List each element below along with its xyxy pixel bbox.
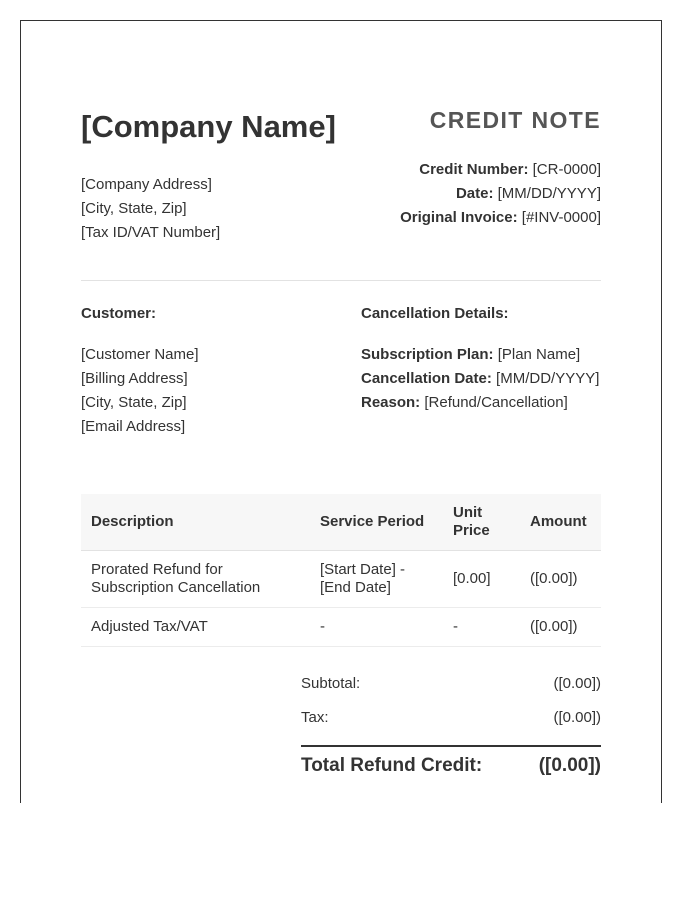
customer-heading: Customer: bbox=[81, 305, 157, 322]
customer-billing-address: [Billing Address] bbox=[81, 370, 188, 387]
reason-line bbox=[361, 391, 606, 415]
original-invoice-label: Original Invoice: bbox=[400, 209, 518, 226]
customer-name: [Customer Name] bbox=[81, 346, 199, 363]
header-divider bbox=[81, 280, 601, 281]
customer-email: [Email Address] bbox=[81, 418, 186, 435]
cell-description: Adjusted Tax/VAT bbox=[81, 608, 310, 647]
total-refund-value: ([0.00]) bbox=[538, 755, 601, 776]
line-items-table bbox=[81, 494, 601, 647]
cell-description: Prorated Refund for Subscription Cancellation bbox=[81, 551, 310, 608]
company-address: [Company Address] bbox=[81, 176, 212, 193]
company-city-state-zip: [City, State, Zip] bbox=[81, 200, 187, 217]
customer-details bbox=[81, 343, 199, 439]
credit-number-value: [CR-0000] bbox=[532, 161, 601, 178]
cancellation-date-line bbox=[361, 367, 606, 391]
cell-unit-price: - bbox=[443, 608, 520, 647]
header-service-period: Service Period bbox=[310, 494, 443, 551]
subscription-plan-line bbox=[361, 343, 606, 367]
document-meta bbox=[400, 158, 601, 230]
reason-label: Reason: bbox=[361, 394, 421, 411]
cell-amount: ([0.00]) bbox=[520, 551, 601, 608]
header-description: Description bbox=[81, 494, 310, 551]
tax-row bbox=[301, 705, 601, 739]
cancellation-heading: Cancellation Details: bbox=[361, 305, 509, 322]
cancellation-date-label: Cancellation Date: bbox=[361, 370, 492, 387]
cell-amount: ([0.00]) bbox=[520, 608, 601, 647]
subscription-plan-label: Subscription Plan: bbox=[361, 346, 494, 363]
cell-service-period: [Start Date] - [End Date] bbox=[310, 551, 443, 608]
subscription-plan-value: [Plan Name] bbox=[497, 346, 581, 363]
table-row bbox=[81, 608, 601, 647]
table-header-row bbox=[81, 494, 601, 551]
header-unit-price: Unit Price bbox=[443, 494, 520, 551]
company-name: [Company Name] bbox=[81, 109, 336, 144]
original-invoice-value: [#INV-0000] bbox=[521, 209, 601, 226]
total-refund-label: Total Refund Credit: bbox=[301, 755, 483, 776]
date-value: [MM/DD/YYYY] bbox=[497, 185, 601, 202]
document-title: CREDIT NOTE bbox=[429, 107, 601, 133]
cell-service-period: - bbox=[310, 608, 443, 647]
totals-block bbox=[301, 671, 601, 779]
credit-note-page bbox=[20, 20, 662, 803]
total-refund-row bbox=[301, 745, 601, 779]
company-details bbox=[81, 173, 220, 245]
reason-value: [Refund/Cancellation] bbox=[424, 394, 568, 411]
date-label: Date: bbox=[455, 185, 494, 202]
company-tax-id: [Tax ID/VAT Number] bbox=[81, 224, 221, 241]
cancellation-date-value: [MM/DD/YYYY] bbox=[496, 370, 600, 387]
cancellation-details bbox=[361, 343, 606, 415]
tax-label: Tax: bbox=[301, 709, 329, 726]
tax-value: ([0.00]) bbox=[553, 709, 601, 726]
credit-number-line bbox=[400, 158, 601, 182]
subtotal-row bbox=[301, 671, 601, 705]
date-line bbox=[400, 182, 601, 206]
customer-city-state-zip: [City, State, Zip] bbox=[81, 394, 187, 411]
header-amount: Amount bbox=[520, 494, 601, 551]
credit-number-label: Credit Number: bbox=[419, 161, 529, 178]
original-invoice-line bbox=[400, 206, 601, 230]
cell-unit-price: [0.00] bbox=[443, 551, 520, 608]
subtotal-label: Subtotal: bbox=[301, 675, 361, 692]
table-row bbox=[81, 551, 601, 608]
subtotal-value: ([0.00]) bbox=[553, 675, 601, 692]
